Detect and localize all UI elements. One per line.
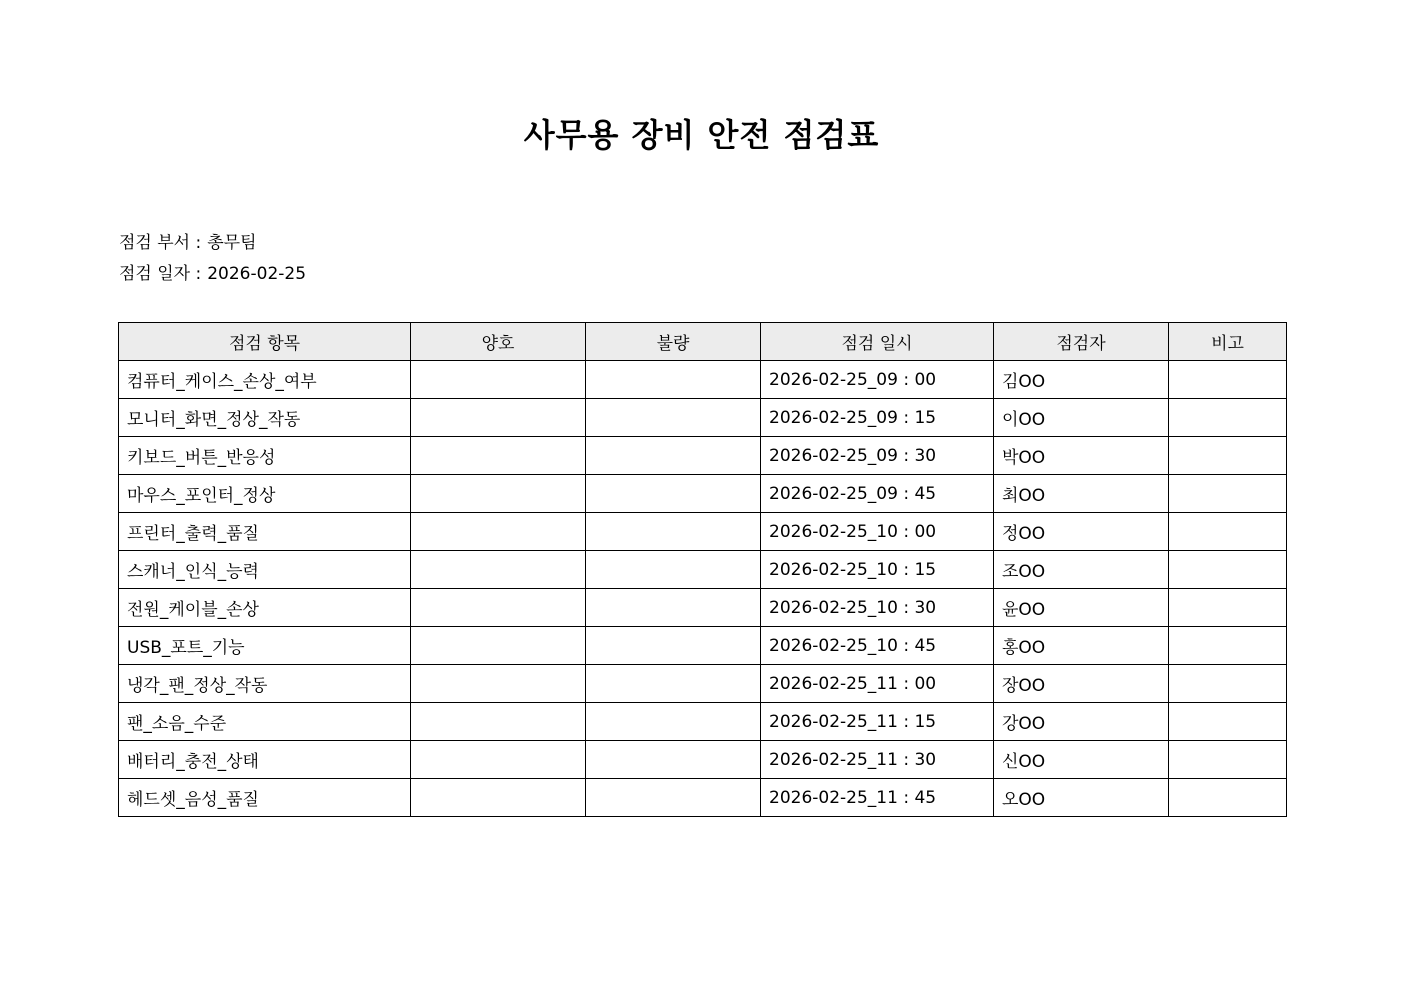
cell-bad[interactable] — [586, 779, 761, 817]
cell-note[interactable] — [1169, 589, 1287, 627]
cell-datetime: 2026-02-25_11 : 30 — [761, 741, 994, 779]
cell-good[interactable] — [411, 475, 586, 513]
cell-good[interactable] — [411, 513, 586, 551]
cell-good[interactable] — [411, 361, 586, 399]
cell-bad[interactable] — [586, 513, 761, 551]
cell-inspector: 이OO — [994, 399, 1169, 437]
cell-note[interactable] — [1169, 703, 1287, 741]
cell-good[interactable] — [411, 589, 586, 627]
header-good: 양호 — [411, 323, 586, 361]
cell-bad[interactable] — [586, 741, 761, 779]
cell-note[interactable] — [1169, 779, 1287, 817]
table-row — [119, 399, 1287, 437]
cell-good[interactable] — [411, 703, 586, 741]
cell-inspector: 강OO — [994, 703, 1169, 741]
cell-item: 스캐너_인식_능력 — [119, 551, 411, 589]
cell-note[interactable] — [1169, 475, 1287, 513]
cell-item: 마우스_포인터_정상 — [119, 475, 411, 513]
cell-bad[interactable] — [586, 399, 761, 437]
cell-datetime: 2026-02-25_10 : 00 — [761, 513, 994, 551]
cell-datetime: 2026-02-25_09 : 15 — [761, 399, 994, 437]
cell-inspector: 신OO — [994, 741, 1169, 779]
cell-bad[interactable] — [586, 551, 761, 589]
cell-note[interactable] — [1169, 437, 1287, 475]
cell-datetime: 2026-02-25_11 : 00 — [761, 665, 994, 703]
cell-note[interactable] — [1169, 513, 1287, 551]
date-value: 2026-02-25 — [207, 264, 307, 284]
cell-datetime: 2026-02-25_09 : 30 — [761, 437, 994, 475]
table-row — [119, 665, 1287, 703]
table-row — [119, 361, 1287, 399]
cell-good[interactable] — [411, 437, 586, 475]
cell-inspector: 김OO — [994, 361, 1169, 399]
table-header-row — [119, 323, 1287, 361]
cell-bad[interactable] — [586, 475, 761, 513]
cell-note[interactable] — [1169, 361, 1287, 399]
table-row — [119, 437, 1287, 475]
cell-datetime: 2026-02-25_09 : 00 — [761, 361, 994, 399]
cell-note[interactable] — [1169, 627, 1287, 665]
cell-item: 팬_소음_수준 — [119, 703, 411, 741]
cell-note[interactable] — [1169, 551, 1287, 589]
table-row — [119, 741, 1287, 779]
cell-inspector: 장OO — [994, 665, 1169, 703]
table-row — [119, 513, 1287, 551]
inspection-table — [118, 322, 1287, 817]
cell-good[interactable] — [411, 741, 586, 779]
cell-bad[interactable] — [586, 665, 761, 703]
cell-good[interactable] — [411, 665, 586, 703]
document-title: 사무용 장비 안전 점검표 — [523, 116, 880, 154]
table-row — [119, 627, 1287, 665]
cell-item: 모니터_화면_정상_작동 — [119, 399, 411, 437]
header-inspector: 점검자 — [994, 323, 1169, 361]
cell-datetime: 2026-02-25_11 : 45 — [761, 779, 994, 817]
cell-inspector: 정OO — [994, 513, 1169, 551]
date-label: 점검 일자 : — [119, 264, 202, 284]
cell-item: 헤드셋_음성_품질 — [119, 779, 411, 817]
cell-datetime: 2026-02-25_09 : 45 — [761, 475, 994, 513]
cell-item: 키보드_버튼_반응성 — [119, 437, 411, 475]
inspection-date — [119, 259, 306, 284]
table-row — [119, 703, 1287, 741]
cell-bad[interactable] — [586, 703, 761, 741]
cell-item: 냉각_팬_정상_작동 — [119, 665, 411, 703]
cell-bad[interactable] — [586, 361, 761, 399]
cell-inspector: 오OO — [994, 779, 1169, 817]
cell-note[interactable] — [1169, 741, 1287, 779]
cell-good[interactable] — [411, 551, 586, 589]
cell-note[interactable] — [1169, 665, 1287, 703]
cell-datetime: 2026-02-25_11 : 15 — [761, 703, 994, 741]
header-note: 비고 — [1169, 323, 1287, 361]
cell-item: 컴퓨터_케이스_손상_여부 — [119, 361, 411, 399]
cell-item: 프린터_출력_품질 — [119, 513, 411, 551]
cell-inspector: 최OO — [994, 475, 1169, 513]
cell-bad[interactable] — [586, 589, 761, 627]
cell-good[interactable] — [411, 399, 586, 437]
inspection-department — [119, 228, 257, 253]
cell-item: USB_포트_기능 — [119, 627, 411, 665]
header-item: 점검 항목 — [119, 323, 411, 361]
header-bad: 불량 — [586, 323, 761, 361]
cell-inspector: 윤OO — [994, 589, 1169, 627]
table-row — [119, 475, 1287, 513]
cell-item: 전원_케이블_손상 — [119, 589, 411, 627]
cell-bad[interactable] — [586, 437, 761, 475]
cell-datetime: 2026-02-25_10 : 15 — [761, 551, 994, 589]
cell-datetime: 2026-02-25_10 : 30 — [761, 589, 994, 627]
cell-inspector: 박OO — [994, 437, 1169, 475]
cell-good[interactable] — [411, 779, 586, 817]
cell-good[interactable] — [411, 627, 586, 665]
cell-inspector: 조OO — [994, 551, 1169, 589]
cell-bad[interactable] — [586, 627, 761, 665]
header-datetime: 점검 일시 — [761, 323, 994, 361]
cell-note[interactable] — [1169, 399, 1287, 437]
table-row — [119, 551, 1287, 589]
cell-inspector: 홍OO — [994, 627, 1169, 665]
department-label: 점검 부서 : — [119, 233, 202, 253]
cell-item: 배터리_충전_상태 — [119, 741, 411, 779]
table-row — [119, 779, 1287, 817]
table-row — [119, 589, 1287, 627]
cell-datetime: 2026-02-25_10 : 45 — [761, 627, 994, 665]
department-value: 총무팀 — [207, 233, 257, 253]
